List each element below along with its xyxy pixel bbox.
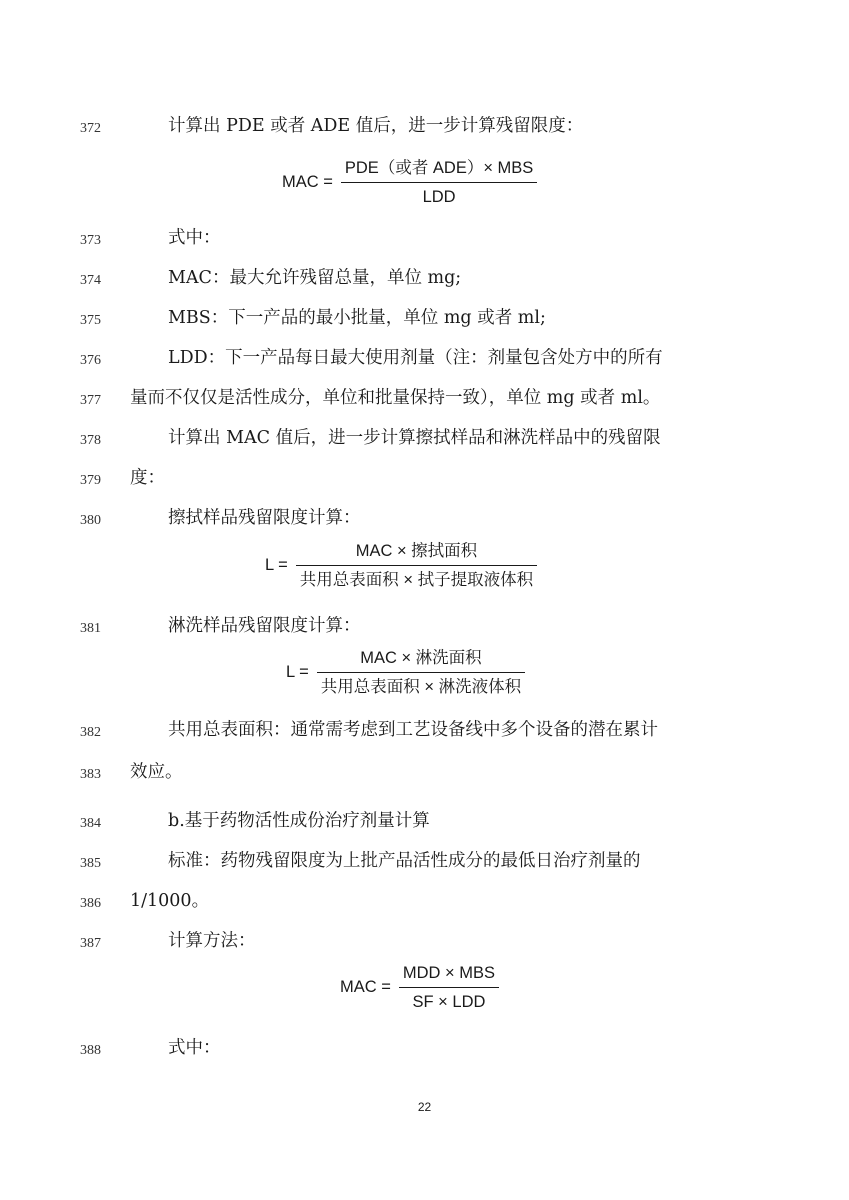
fraction-denominator: 共用总表面积 × 淋洗液体积: [320, 677, 522, 696]
text-line: 效应。: [130, 762, 183, 782]
fraction: [341, 160, 537, 205]
line-number: 385: [80, 856, 101, 871]
fraction-denominator: SF × LDD: [412, 992, 486, 1011]
line-number: 378: [80, 433, 101, 448]
line-number: 379: [80, 473, 101, 488]
text-line: MBS：下一产品的最小批量，单位 mg 或者 ml;: [168, 308, 546, 328]
line-number: 374: [80, 273, 101, 288]
fraction: [317, 650, 525, 695]
text-line: 计算方法：: [168, 931, 256, 951]
text-line: 度：: [130, 468, 165, 488]
formula-mac-mdd: [340, 965, 499, 1010]
text-line: 擦拭样品残留限度计算：: [168, 508, 361, 528]
line-number: 387: [80, 936, 101, 951]
text-line: 标准：药物残留限度为上批产品活性成分的最低日治疗剂量的: [168, 851, 641, 871]
fraction: [399, 965, 499, 1010]
text-line: 计算出 PDE 或者 ADE 值后，进一步计算残留限度：: [168, 116, 584, 136]
fraction-numerator: MAC × 淋洗面积: [360, 649, 482, 667]
formula-lhs: L =: [286, 663, 309, 682]
line-number: 373: [80, 233, 101, 248]
line-number: 381: [80, 621, 101, 636]
text-line: b.基于药物活性成份治疗剂量计算: [168, 811, 430, 831]
line-number: 377: [80, 393, 101, 408]
line-number: 382: [80, 725, 101, 740]
text-line: 淋洗样品残留限度计算：: [168, 616, 361, 636]
fraction-numerator: PDE（或者 ADE）× MBS: [344, 159, 534, 177]
line-number: 384: [80, 816, 101, 831]
formula-swab-limit: [265, 543, 537, 588]
formula-lhs: MAC =: [282, 173, 333, 192]
fraction-denominator: 共用总表面积 × 拭子提取液体积: [299, 570, 534, 589]
text-line: 共用总表面积：通常需考虑到工艺设备线中多个设备的潜在累计: [168, 720, 658, 740]
fraction-numerator: MAC × 擦拭面积: [355, 542, 478, 560]
text-line: 1/1000。: [130, 891, 210, 911]
text-line: 式中：: [168, 228, 221, 248]
line-number: 375: [80, 313, 101, 328]
page-number: 22: [417, 1100, 432, 1114]
line-number: 372: [80, 121, 101, 136]
line-number: 386: [80, 896, 101, 911]
text-line: 量而不仅仅是活性成分，单位和批量保持一致），单位 mg 或者 ml。: [130, 388, 661, 408]
formula-lhs: MAC =: [340, 978, 391, 997]
line-number: 376: [80, 353, 101, 368]
line-number: 383: [80, 767, 101, 782]
line-number: 388: [80, 1043, 101, 1058]
text-line: MAC：最大允许残留总量，单位 mg;: [168, 268, 462, 288]
text-line: 式中：: [168, 1038, 221, 1058]
line-number: 380: [80, 513, 101, 528]
fraction-numerator: MDD × MBS: [402, 964, 496, 982]
text-line: LDD：下一产品每日最大使用剂量（注：剂量包含处方中的所有: [168, 348, 663, 368]
formula-mac-pde: [282, 160, 537, 205]
fraction: [296, 543, 537, 588]
formula-rinse-limit: [286, 650, 525, 695]
text-line: 计算出 MAC 值后，进一步计算擦拭样品和淋洗样品中的残留限: [168, 428, 661, 448]
formula-lhs: L =: [265, 556, 288, 575]
fraction-denominator: LDD: [422, 187, 456, 206]
